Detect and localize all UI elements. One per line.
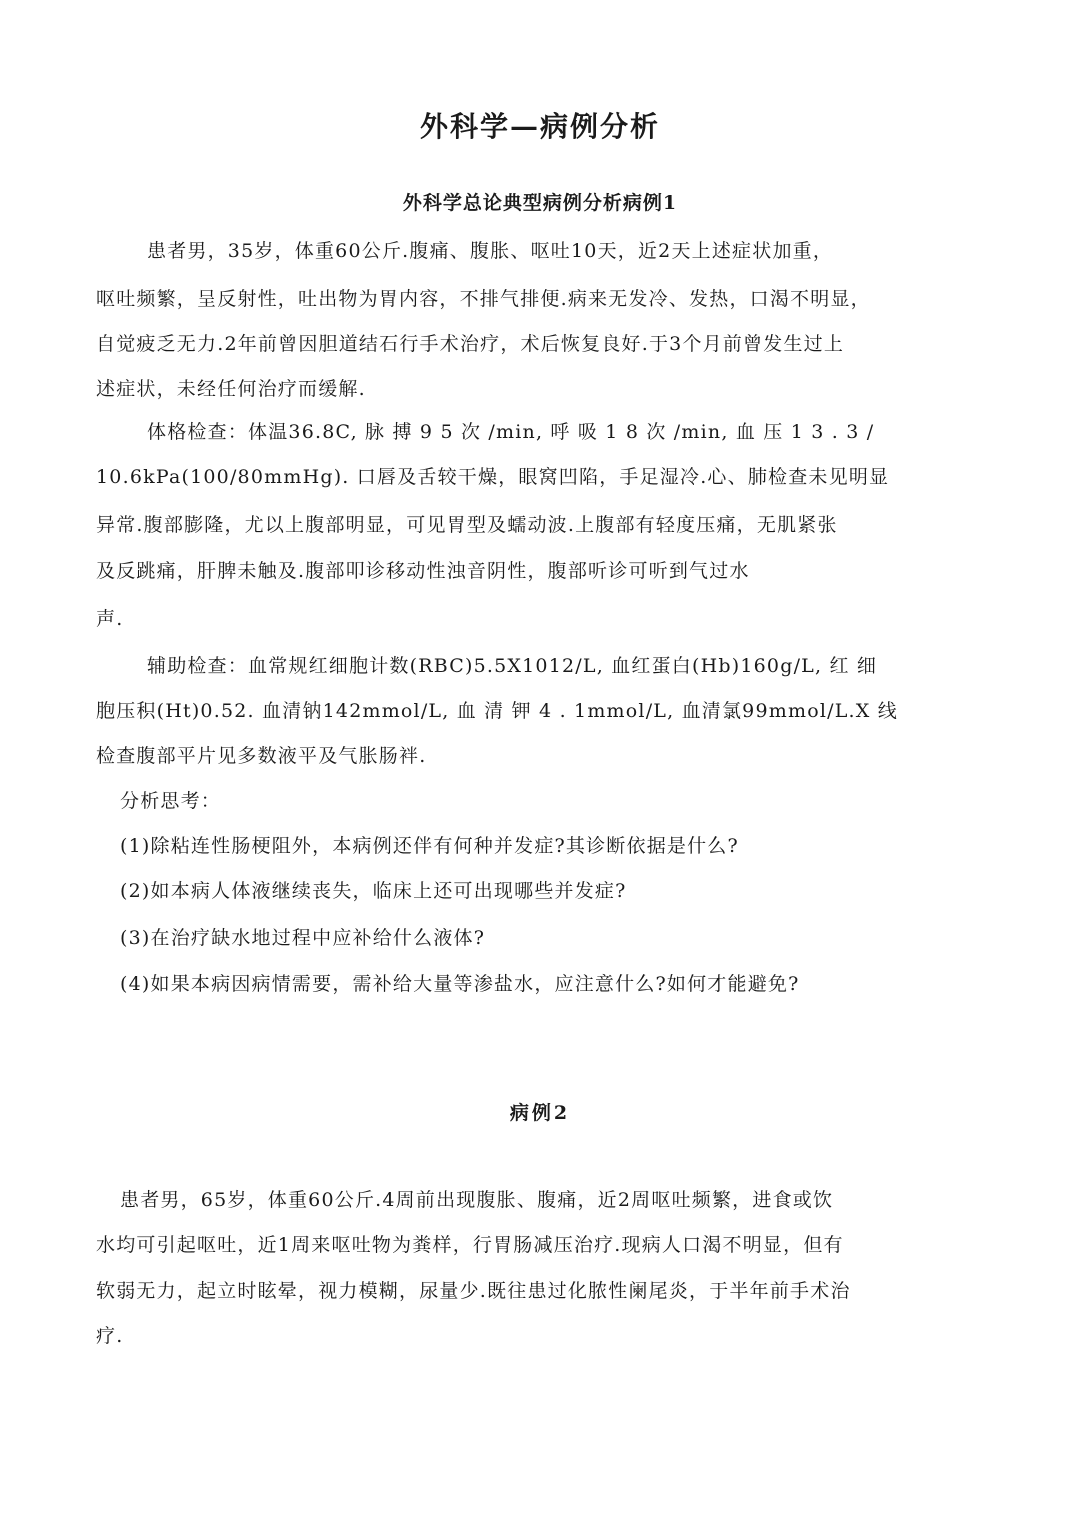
case1-auxiliary-exam-line: 检查腹部平片见多数液平及气胀肠袢. bbox=[96, 745, 427, 767]
case2-history-line: 疗. bbox=[96, 1325, 124, 1347]
case1-question: (4)如果本病因病情需要，需补给大量等渗盐水，应注意什么?如何才能避免? bbox=[120, 973, 800, 995]
case1-history-line: 患者男，35岁，体重60公斤.腹痛、腹胀、呕吐10天，近2天上述症状加重， bbox=[147, 240, 834, 262]
case1-question: (3)在治疗缺水地过程中应补给什么液体? bbox=[120, 927, 486, 949]
case1-physical-exam-line: 10.6kPa(100/80mmHg). 口唇及舌较干燥，眼窝凹陷，手足湿冷.心、肺检查未见明显 bbox=[96, 466, 890, 488]
case1-history-line: 自觉疲乏无力.2年前曾因胆道结石行手术治疗，术后恢复良好.于3个月前曾发生过上 bbox=[96, 333, 845, 355]
case1-analysis-label: 分析思考： bbox=[120, 790, 222, 812]
case2-heading: 病例2 bbox=[509, 1102, 571, 1124]
document-title: 外科学—病例分析 bbox=[419, 110, 660, 143]
case1-question: (1)除粘连性肠梗阻外，本病例还伴有何种并发症?其诊断依据是什么? bbox=[120, 835, 739, 857]
case2-history-line: 患者男，65岁，体重60公斤.4周前出现腹胀、腹痛，近2周呕吐频繁，进食或饮 bbox=[120, 1189, 834, 1211]
case1-physical-exam-line: 异常.腹部膨隆，尤以上腹部明显，可见胃型及蠕动波.上腹部有轻度压痛，无肌紧张 bbox=[96, 514, 838, 536]
case1-question: (2)如本病人体液继续丧失，临床上还可出现哪些并发症? bbox=[120, 880, 627, 902]
case1-history-line: 述症状，未经任何治疗而缓解. bbox=[96, 378, 366, 400]
case2-history-line: 软弱无力，起立时眩晕，视力模糊，尿量少.既往患过化脓性阑尾炎，于半年前手术治 bbox=[96, 1280, 851, 1302]
case2-history-line: 水均可引起呕吐，近1周来呕吐物为粪样，行胃肠减压治疗.现病人口渴不明显，但有 bbox=[96, 1234, 844, 1256]
case1-physical-exam-line: 及反跳痛，肝脾未触及.腹部叩诊移动性浊音阴性，腹部听诊可听到气过水 bbox=[96, 560, 750, 582]
case1-auxiliary-exam-line: 辅助检查：血常规红细胞计数(RBC)5.5X1012/L, 血红蛋白(Hb)160g/L, 红 细 bbox=[147, 655, 878, 677]
case1-heading: 外科学总论典型病例分析病例1 bbox=[402, 192, 678, 214]
case1-physical-exam-line: 体格检查：体温36.8C, 脉 搏 9 5 次 /min, 呼 吸 1 8 次 /min, 血 压 1 3 . 3 / bbox=[147, 421, 875, 443]
case1-physical-exam-line: 声. bbox=[96, 608, 124, 630]
case1-auxiliary-exam-line: 胞压积(Ht)0.52. 血清钠142mmol/L, 血 清 钾 4 . 1mmol/L, 血清氯99mmol/L.X 线 bbox=[96, 700, 898, 722]
case1-history-line: 呕吐频繁，呈反射性，吐出物为胃内容，不排气排便.病来无发冷、发热，口渴不明显， bbox=[96, 288, 871, 310]
